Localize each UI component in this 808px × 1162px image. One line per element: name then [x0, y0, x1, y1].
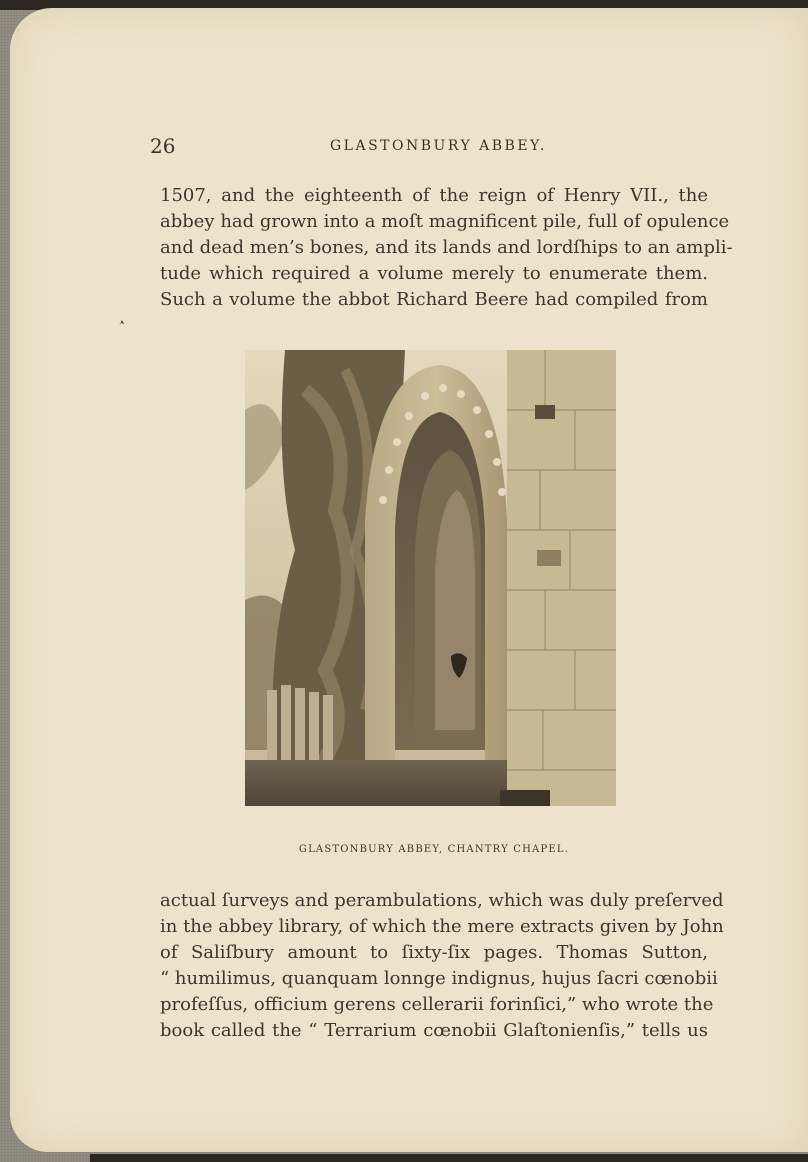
photograph-plate — [245, 350, 616, 806]
paragraph-top — [160, 183, 733, 313]
text-line: actual ſurveys and perambulations, which was duly preſerved — [160, 890, 724, 911]
text-line: Such a volume the abbot Richard Beere had compiled from — [160, 289, 708, 310]
plate-caption: GLASTONBURY ABBEY, CHANTRY CHAPEL. — [298, 844, 570, 855]
text-line: in the abbey library, of which the mere extracts given by John — [160, 916, 724, 937]
text-line: “ humilimus, quanquam lonnge indignus, hujus ſacri cœnobii — [160, 968, 718, 989]
text-line: and dead men’s bones, and its lands and lordſhips to an ampli- — [160, 237, 733, 258]
text-line: tude which required a volume merely to enumerate them. — [160, 263, 708, 284]
text-line: book called the “ Terrarium cœnobii Glaſtonienſis,” tells us — [160, 1020, 708, 1041]
running-head — [150, 134, 710, 158]
text-line: of Saliſbury amount to ſixty-ſix pages. Thomas Sutton, — [160, 942, 708, 963]
chantry-chapel-photograph — [245, 350, 616, 806]
page-number: 26 — [150, 134, 176, 158]
scan-edge-bottom — [90, 1154, 808, 1162]
running-head-title: GLASTONBURY ABBEY. — [330, 138, 547, 154]
text-line: 1507, and the eighteenth of the reign of Henry VII., the — [160, 185, 708, 206]
text-line: abbey had grown into a moſt magnificent pile, full of opulence — [160, 211, 730, 232]
ink-speck-mark — [117, 318, 127, 328]
paragraph-bottom — [160, 888, 724, 1044]
text-line: profeſſus, officium gerens cellerarii forinſici,” who wrote the — [160, 994, 714, 1015]
